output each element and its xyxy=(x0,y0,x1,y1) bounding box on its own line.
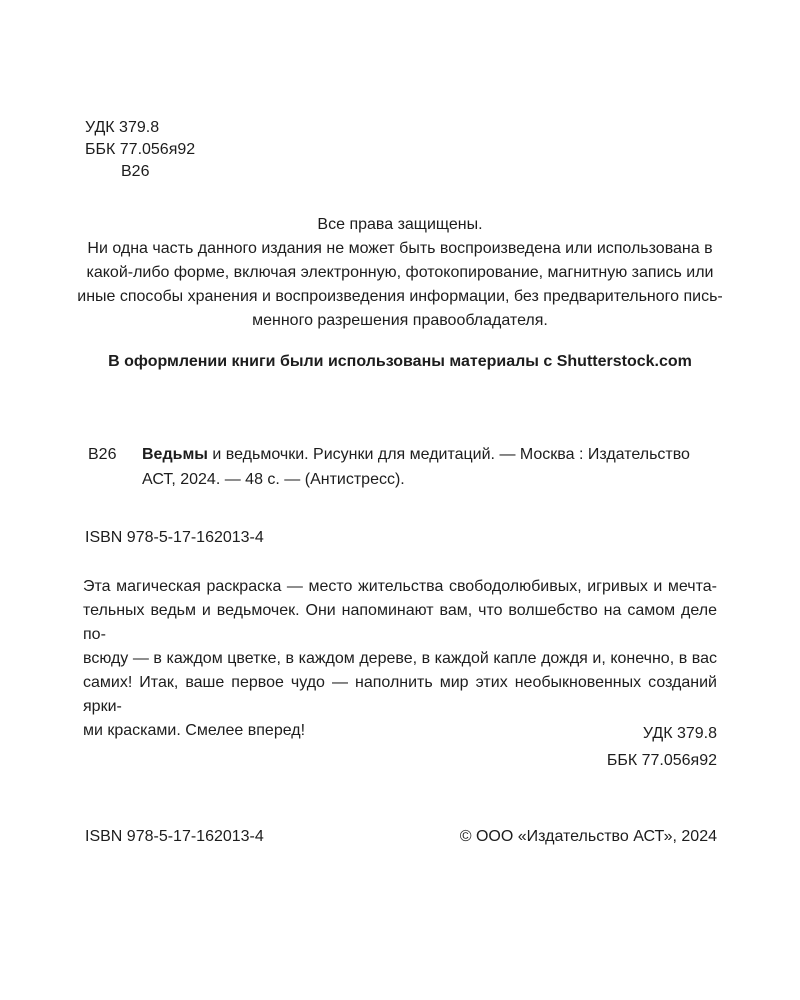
author-sign-code: В26 xyxy=(121,163,150,180)
rights-line-3: какой-либо форме, включая электронную, фотокопирование, магнитную запись или xyxy=(86,264,714,281)
rights-line-1: Все права защищены. xyxy=(317,216,483,233)
catalog-description xyxy=(142,442,720,492)
rights-line-2: Ни одна часть данного издания не может быть воспроизведена или использована в xyxy=(87,240,713,257)
rights-notice xyxy=(70,213,730,333)
rights-line-5: менного разрешения правообладателя. xyxy=(252,312,548,329)
catalog-title-rest: и ведьмочки. Рисунки для медитаций. — Москва : Издательство xyxy=(207,446,690,463)
annotation-line-3: всюду — в каждом цветке, в каждом дереве, в каждой капле дождя и, конечно, в вас xyxy=(83,650,717,667)
imprint-bottom-row xyxy=(85,828,717,846)
udk-code-top: УДК 379.8 xyxy=(85,119,160,136)
isbn-number-mid: ISBN 978-5-17-162013-4 xyxy=(85,529,264,546)
udk-code-bottom: УДК 379.8 xyxy=(642,725,717,742)
classification-block-bottom xyxy=(607,720,717,774)
annotation-line-5: ми красками. Смелее вперед! xyxy=(83,722,306,739)
classification-block-top xyxy=(85,117,195,183)
bbk-code-bottom: ББК 77.056я92 xyxy=(606,752,717,769)
annotation-line-4: самих! Итак, ваше первое чудо — наполнить мир этих необыкновенных созданий ярки- xyxy=(83,674,717,715)
bbk-code-top: ББК 77.056я92 xyxy=(85,141,196,158)
annotation-line-2: тельных ведьм и ведьмочек. Они напоминают вам, что волшебство на самом деле по- xyxy=(83,602,717,643)
rights-line-4: иные способы хранения и воспроизведения информации, без предварительного пись- xyxy=(77,288,723,305)
annotation-paragraph xyxy=(83,575,717,743)
annotation-line-1: Эта магическая раскраска — место жительства свободолюбивых, игривых и мечта- xyxy=(83,578,717,595)
publisher-copyright: © ООО «Издательство АСТ», 2024 xyxy=(459,828,717,845)
catalog-entry xyxy=(88,442,720,492)
catalog-title-bold: Ведьмы xyxy=(142,446,208,463)
shutterstock-note: В оформлении книги были использованы материалы с Shutterstock.com xyxy=(108,353,692,370)
isbn-number-bottom: ISBN 978-5-17-162013-4 xyxy=(85,828,264,845)
catalog-author-sign: В26 xyxy=(88,446,117,463)
catalog-line-2: АСТ, 2024. — 48 с. — (Антистресс). xyxy=(142,471,405,488)
catalog-line-1 xyxy=(142,442,720,467)
